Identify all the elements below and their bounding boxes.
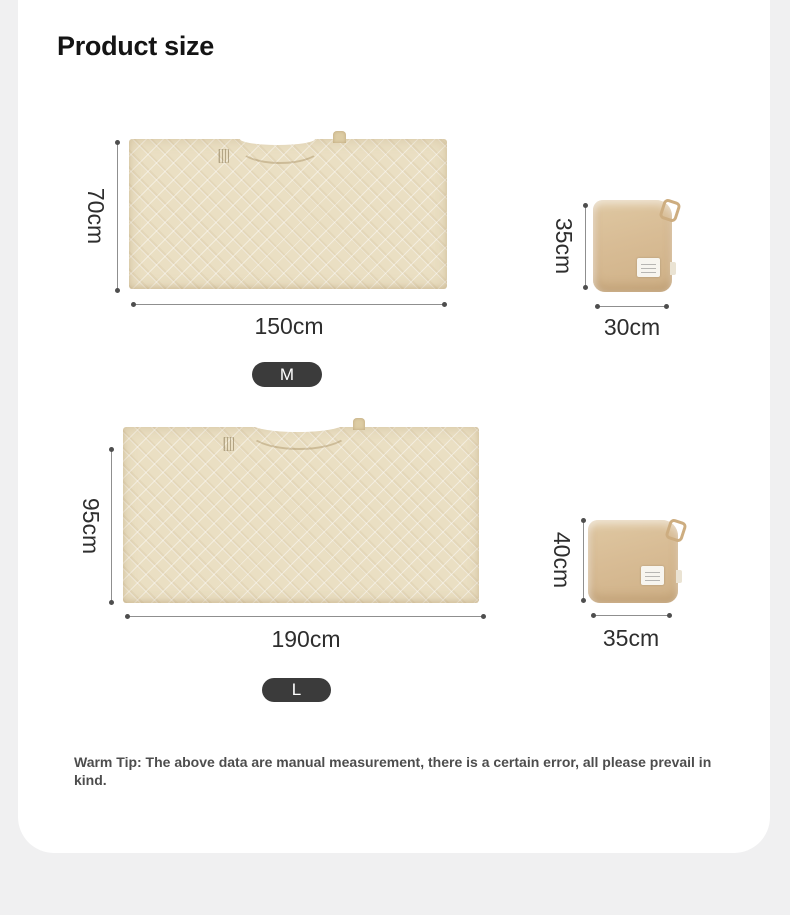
- pouch-image-l: [588, 520, 678, 603]
- pouch-image-m: [593, 200, 672, 292]
- page-title: Product size: [57, 31, 214, 61]
- blanket-image-m: [129, 139, 447, 289]
- care-label-text-lines: [641, 262, 656, 273]
- height-dimension-line-m: [117, 142, 118, 291]
- pouch-width-dimension-line-l: [593, 615, 670, 616]
- pouch-height-dimension-line-l: [583, 520, 584, 601]
- side-tag-icon: [676, 570, 682, 583]
- blanket-width-label-l: 190cm: [271, 626, 341, 652]
- pouch-height-dimension-line-m: [585, 205, 586, 288]
- care-label-text-lines: [645, 570, 660, 581]
- care-label-icon: [641, 566, 664, 585]
- pouch-width-label-m: 30cm: [603, 314, 661, 340]
- size-badge-m: M: [252, 362, 322, 387]
- warm-tip-text: Warm Tip: The above data are manual measurement, there is a certain error, all please prevail in kind.: [74, 754, 712, 788]
- blanket-image-l: [123, 427, 479, 603]
- care-label-icon: [637, 258, 660, 277]
- pouch-height-label-m: 35cm: [551, 217, 577, 275]
- blanket-height-label-l: 95cm: [78, 497, 104, 555]
- blanket-width-label-m: 150cm: [254, 313, 324, 339]
- hang-loop-icon: [353, 418, 365, 430]
- blanket-height-label-m: 70cm: [83, 187, 109, 245]
- size-badge-l: L: [262, 678, 331, 702]
- pouch-width-dimension-line-m: [597, 306, 667, 307]
- brand-tag-icon: [218, 149, 229, 163]
- brand-tag-icon: [223, 437, 234, 451]
- width-dimension-line-l: [127, 616, 484, 617]
- fabric-crease-line: [238, 130, 322, 164]
- fabric-crease-line: [247, 410, 351, 450]
- side-tag-icon: [670, 262, 676, 275]
- hang-loop-icon: [333, 131, 346, 143]
- pouch-width-label-l: 35cm: [602, 625, 660, 651]
- height-dimension-line-l: [111, 449, 112, 603]
- width-dimension-line-m: [133, 304, 445, 305]
- pouch-height-label-l: 40cm: [549, 531, 575, 589]
